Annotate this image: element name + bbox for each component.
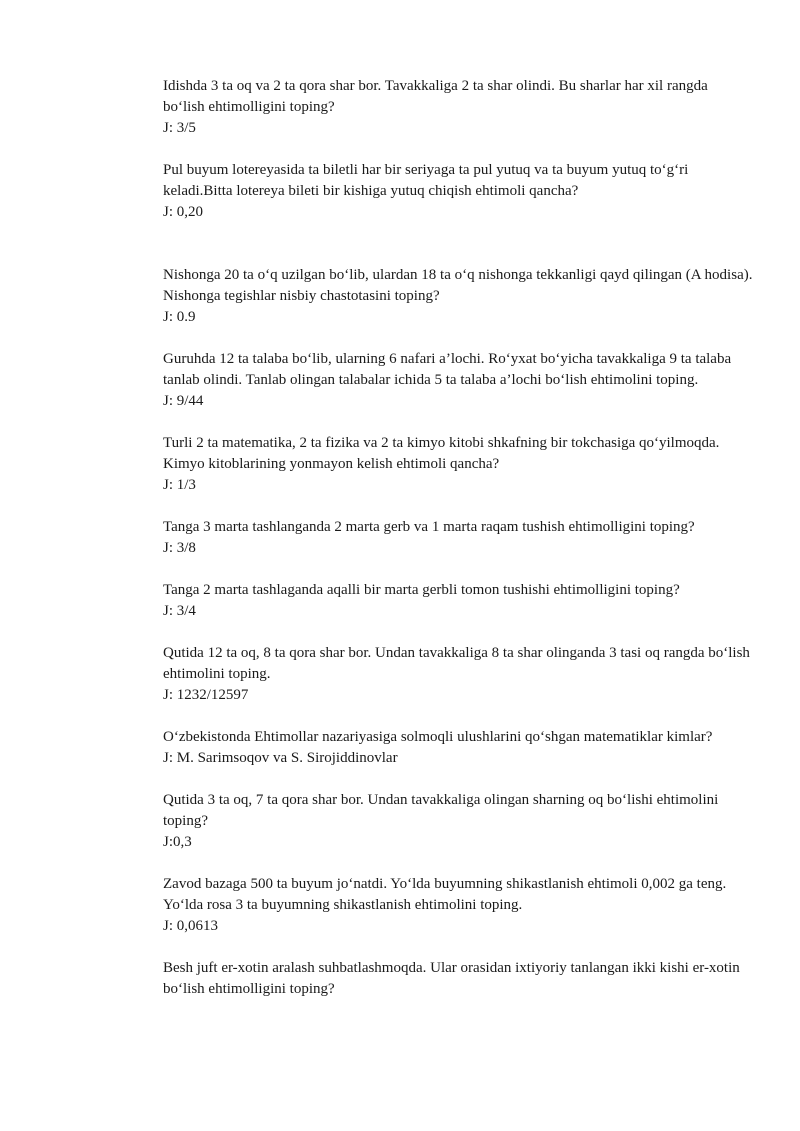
answer-text: J: 3/5 (163, 120, 196, 136)
qa-item-1 (163, 76, 753, 139)
qa-item-4 (163, 349, 753, 412)
question-text: Qutida 12 ta oq, 8 ta qora shar bor. Undan tavakkaliga 8 ta shar olinganda 3 tasi oq rangda bo‘lish ehtimolini toping. (163, 645, 750, 682)
answer-text: J: 3/8 (163, 540, 196, 556)
answer-text: J: 3/4 (163, 603, 196, 619)
question-text: Zavod bazaga 500 ta buyum jo‘natdi. Yo‘lda buyumning shikastlanish ehtimoli 0,002 ga teng. Yo‘lda rosa 3 ta buyumning shikastlanish ehtimolini toping. (163, 876, 727, 913)
qa-item-2 (163, 160, 753, 223)
answer-text: J: 1232/12597 (163, 687, 249, 703)
qa-item-6 (163, 517, 753, 559)
qa-item-12 (163, 958, 753, 1000)
answer-text: J: 1/3 (163, 477, 196, 493)
qa-item-7 (163, 580, 753, 622)
qa-item-8 (163, 643, 753, 706)
question-text: Qutida 3 ta oq, 7 ta qora shar bor. Undan tavakkaliga olingan sharning oq bo‘lishi ehtimolini toping? (163, 792, 719, 829)
question-text: Tanga 2 marta tashlaganda aqalli bir marta gerbli tomon tushishi ehtimolligini toping? (163, 582, 680, 598)
answer-text: J: M. Sarimsoqov va S. Sirojiddinovlar (163, 750, 398, 766)
question-text: Nishonga 20 ta o‘q uzilgan bo‘lib, ulardan 18 ta o‘q nishonga tekkanligi qayd qilingan (A hodisa). Nishonga tegishlar nisbiy chastotasini toping? (163, 267, 753, 304)
question-text: Pul buyum lotereyasida ta biletli har bir seriyaga ta pul yutuq va ta buyum yutuq to‘g‘ri keladi.Bitta lotereya bileti bir kishiga yutuq chiqish ehtimoli qancha? (163, 162, 689, 199)
qa-item-9 (163, 727, 753, 769)
question-text: O‘zbekistonda Ehtimollar nazariyasiga solmoqli ulushlarini qo‘shgan matematiklar kimlar? (163, 729, 713, 745)
question-text: Tanga 3 marta tashlanganda 2 marta gerb va 1 marta raqam tushish ehtimolligini toping? (163, 519, 695, 535)
qa-item-10 (163, 790, 753, 853)
document-page (163, 76, 753, 1021)
question-text: Besh juft er-xotin aralash suhbatlashmoqda. Ular orasidan ixtiyoriy tanlangan ikki kishi er-xotin bo‘lish ehtimolligini toping? (163, 960, 740, 997)
answer-text: J: 9/44 (163, 393, 204, 409)
qa-item-5 (163, 433, 753, 496)
answer-text: J: 0.9 (163, 309, 196, 325)
answer-text: J: 0,0613 (163, 918, 219, 934)
question-text: Idishda 3 ta oq va 2 ta qora shar bor. Tavakkaliga 2 ta shar olindi. Bu sharlar har xil rangda bo‘lish ehtimolligini toping? (163, 78, 708, 115)
question-text: Guruhda 12 ta talaba bo‘lib, ularning 6 nafari a’lochi. Ro‘yxat bo‘yicha tavakkaliga 9 ta talaba tanlab olindi. Tanlab olingan talabalar ichida 5 ta talaba a’lochi bo‘lish ehtimolini toping. (163, 351, 732, 388)
qa-item-11 (163, 874, 753, 937)
qa-item-3 (163, 265, 753, 328)
question-text: Turli 2 ta matematika, 2 ta fizika va 2 ta kimyo kitobi shkafning bir tokchasiga qo‘yilmoqda. Kimyo kitoblarining yonmayon kelish ehtimoli qancha? (163, 435, 720, 472)
answer-text: J: 0,20 (163, 204, 204, 220)
answer-text: J:0,3 (163, 834, 192, 850)
